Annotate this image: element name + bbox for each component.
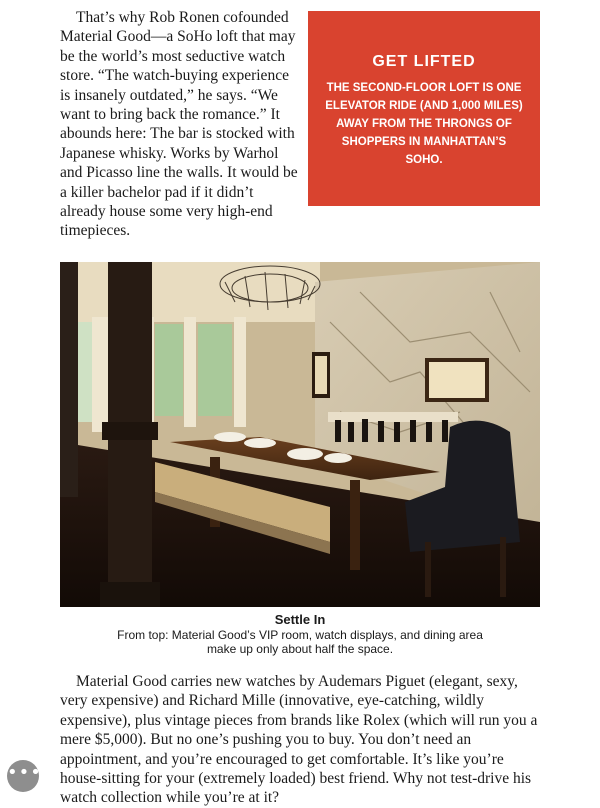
pull-quote-body: THE SECOND-FLOOR LOFT IS ONE ELEVATOR RIDE (AND 1,000 MILES) AWAY FROM THE THRONGS OF SHOPPERS IN MANHATTAN’S SOHO. <box>325 82 523 166</box>
caption-title: Settle In <box>274 612 326 627</box>
pull-quote-box <box>308 11 540 206</box>
more-options-button[interactable] <box>7 760 42 792</box>
caption-text: From top: Material Good’s VIP room, watch displays, and dining area make up only about half the space. <box>117 628 483 656</box>
loft-interior-photo <box>60 262 540 607</box>
article-paragraph-1: That’s why Rob Ronen cofounded Material Good—a SoHo loft that may be the world’s most seductive watch store. “The watch-buying experience is insanely outdated,” he says. “We want to bring back the romance.” It abounds here: The bar is stocked with Japanese whisky. Works by Warhol and Picasso line the walls. It would be a killer bachelor pad if it didn’t already house some very high-end timepieces. <box>60 9 298 240</box>
article-paragraph-2: Material Good carries new watches by Audemars Piguet (elegant, sexy, very expensive) and Richard Mille (innovative, eye-catching, wildly expensive), plus vintage pieces from brands like Rolex (which will run you a mere $5,000). But no one’s pushing you to buy. You don’t need an appointment, and you’re encouraged to get comfortable. It’s like you’re house-sitting for your (extremely loaded) best friend. Why not test-drive his watch collection while you’re at it? <box>60 673 538 807</box>
photo-caption <box>60 612 540 656</box>
pull-quote-title: GET LIFTED <box>372 53 476 70</box>
more-horizontal-icon: ••• <box>7 762 42 783</box>
